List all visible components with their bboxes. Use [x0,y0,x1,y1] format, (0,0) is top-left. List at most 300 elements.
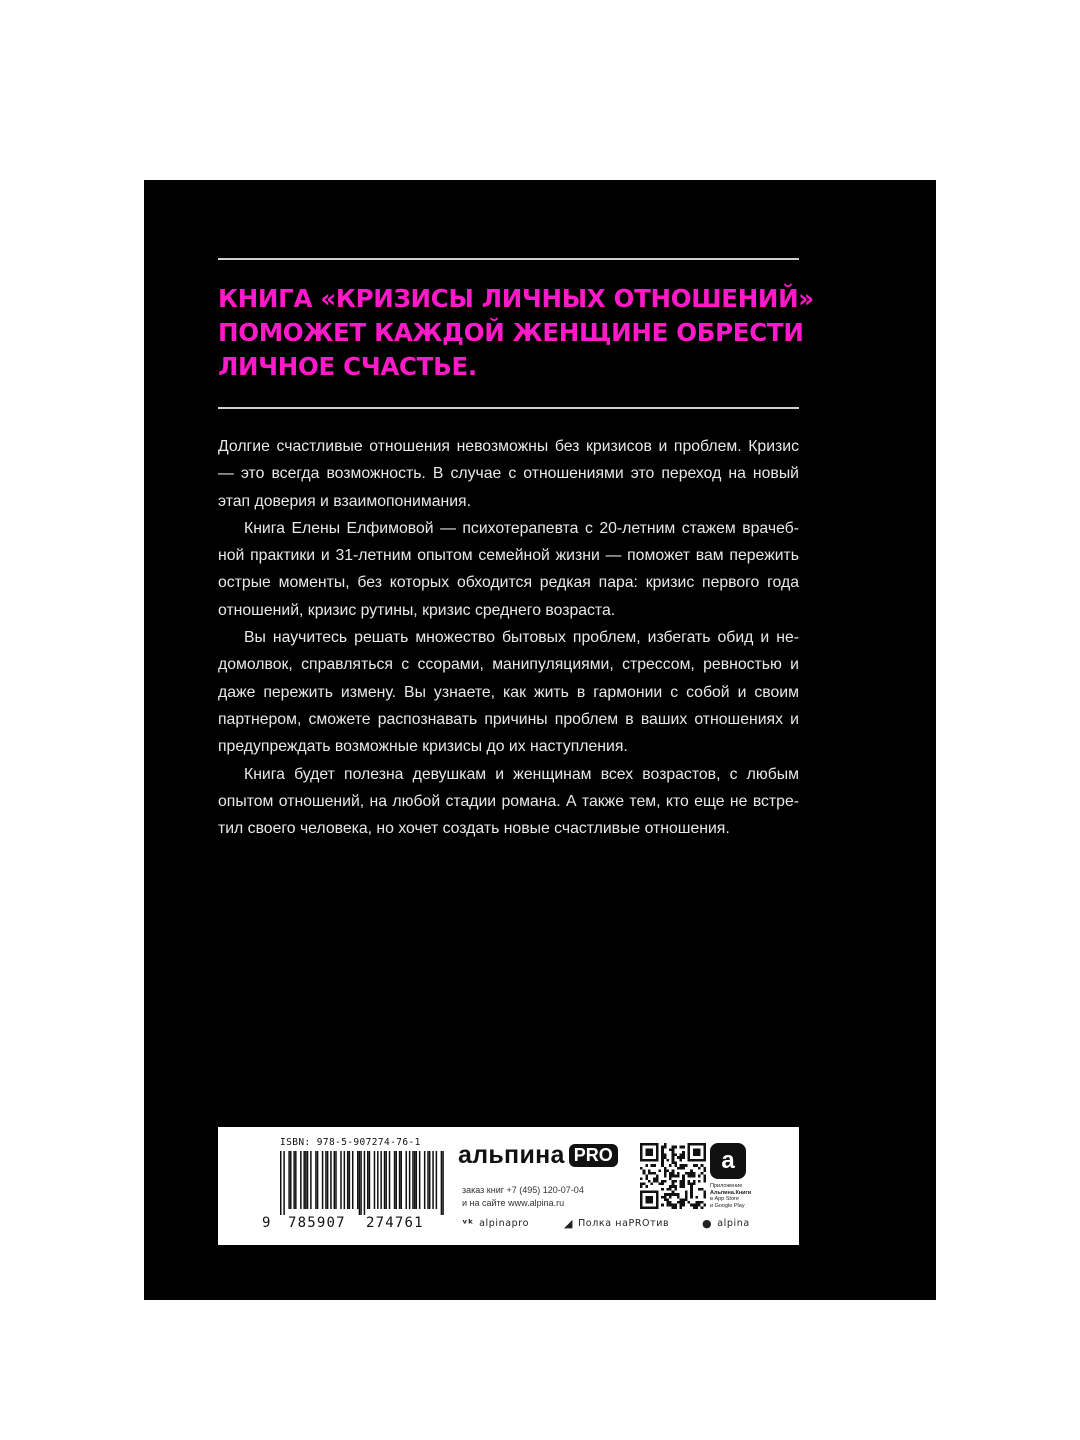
qr-module [640,1183,643,1186]
barcode-bar [364,1151,366,1215]
qr-module [648,1151,651,1154]
qr-module [680,1164,683,1167]
qr-module [693,1151,696,1154]
qr-module [640,1151,643,1154]
qr-module [648,1196,651,1199]
qr-module [640,1167,643,1170]
qr-module [672,1159,675,1162]
qr-module [703,1191,706,1194]
barcode-bar [322,1151,324,1209]
qr-module [640,1201,643,1204]
qr-module [685,1196,688,1199]
qr-module [656,1146,659,1149]
qr-module [672,1151,675,1154]
qr-module [688,1148,691,1151]
order-phone: заказ книг +7 (495) 120-07-04 [462,1185,584,1195]
qr-module [703,1175,706,1178]
barcode-bar [409,1151,411,1209]
qr-module [645,1143,648,1146]
qr-module [698,1148,701,1151]
qr-module [666,1198,669,1201]
qr-module [661,1148,664,1151]
publisher-logo [458,1141,618,1170]
qr-module [672,1185,675,1188]
qr-module [703,1167,706,1170]
qr-module [653,1177,656,1180]
barcode-digits-left: 785907 [288,1215,346,1231]
qr-module [680,1159,683,1162]
qr-module [688,1154,691,1157]
qr-module [695,1148,698,1151]
barcode-bar [357,1151,359,1209]
qr-module [674,1164,677,1167]
qr-module [653,1180,656,1183]
barcode-bar [352,1151,354,1209]
barcode-bar [288,1151,290,1209]
qr-module [680,1154,683,1157]
qr-module [664,1154,667,1157]
qr-module [656,1151,659,1154]
qr-module [666,1201,669,1204]
barcode [280,1151,444,1215]
qr-module [682,1175,685,1178]
qr-module [651,1196,654,1199]
qr-module [661,1161,664,1164]
qr-module [666,1159,669,1162]
qr-module [685,1193,688,1196]
qr-module [645,1148,648,1151]
qr-module [677,1175,680,1178]
qr-module [682,1185,685,1188]
qr-module [677,1196,680,1199]
qr-module [651,1159,654,1162]
qr-module [651,1206,654,1209]
qr-module [688,1146,691,1149]
barcode-bar [334,1151,336,1209]
qr-module [672,1169,675,1172]
qr-module [698,1167,701,1170]
qr-module [693,1148,696,1151]
qr-module [666,1193,669,1196]
qr-module [680,1201,683,1204]
qr-module [685,1164,688,1167]
qr-module [640,1185,643,1188]
qr-module [666,1169,669,1172]
qr-module [656,1201,659,1204]
qr-module [693,1175,696,1178]
qr-module [672,1180,675,1183]
qr-module [693,1154,696,1157]
qr-module [661,1204,664,1207]
qr-module [656,1148,659,1151]
qr-module [645,1191,648,1194]
qr-module [656,1191,659,1194]
headline-line: КНИГА «КРИЗИСЫ ЛИЧНЫХ ОТНОШЕНИЙ» [218,284,814,313]
qr-module [669,1188,672,1191]
qr-module [672,1146,675,1149]
qr-module [656,1206,659,1209]
publisher-badge: PRO [569,1144,618,1167]
qr-module [656,1180,659,1183]
qr-module [645,1201,648,1204]
qr-module [666,1188,669,1191]
qr-module [703,1148,706,1151]
headline-line: ПОМОЖЕТ КАЖДОЙ ЖЕНЩИНЕ ОБРЕСТИ [218,318,804,347]
qr-module [680,1183,683,1186]
qr-module [682,1198,685,1201]
qr-module [651,1148,654,1151]
qr-module [690,1191,693,1194]
qr-module [664,1196,667,1199]
qr-module [651,1143,654,1146]
qr-module [695,1206,698,1209]
qr-module [640,1196,643,1199]
qr-module [640,1206,643,1209]
qr-module [703,1146,706,1149]
barcode-bar [374,1151,376,1209]
barcode-bar [394,1151,396,1209]
qr-module [672,1183,675,1186]
qr-module [672,1175,675,1178]
qr-module [695,1154,698,1157]
qr-module [703,1143,706,1146]
barcode-bar [419,1151,421,1209]
qr-module [669,1177,672,1180]
description-paragraph: Книга Елены Елфимовой — психотерапевта с 20-летним стажем врачебной практики и 31-летним опытом семейной жизни — поможет вам пережить острые моменты, без которых обходится редкая пара: кризис первого года отношений, кризис рутины, кризис среднего возраста. [218,519,799,619]
qr-module [698,1154,701,1157]
description-paragraph: Вы научитесь решать множество бытовых проблем, избегать обид и недомолвок, справляться с ссорами, манипуляциями, стрессом, ревностью и даже пережить измену. Вы узнаете, как жить в гармонии с собой и своим партнером, сможете распознавать причины проблем в ваших отношениях и предупреждать возможные кризисы до их наступления. [218,629,799,756]
qr-module [661,1156,664,1159]
qr-module [661,1183,664,1186]
qr-module [695,1201,698,1204]
qr-module [674,1161,677,1164]
qr-module [656,1198,659,1201]
qr-module [695,1151,698,1154]
barcode-bar [399,1151,401,1209]
vk-icon: ᵛᵏ [462,1217,475,1230]
qr-module [682,1167,685,1170]
qr-module [672,1161,675,1164]
qr-module [640,1148,643,1151]
qr-module [651,1201,654,1204]
barcode-bar [327,1151,329,1209]
qr-module [669,1175,672,1178]
qr-module [661,1196,664,1199]
barcode-bar [340,1151,342,1209]
qr-module [640,1156,643,1159]
social-alpina [702,1217,750,1230]
qr-module [703,1156,706,1159]
qr-module [698,1151,701,1154]
barcode-first-digit: 9 [262,1215,272,1231]
qr-module [661,1154,664,1157]
qr-module [640,1198,643,1201]
qr-module [698,1188,701,1191]
order-info [462,1184,584,1210]
qr-module [648,1191,651,1194]
qr-module [677,1172,680,1175]
qr-module [645,1151,648,1154]
qr-module [693,1206,696,1209]
barcode-bar [369,1151,371,1209]
qr-module [693,1204,696,1207]
qr-module [688,1180,691,1183]
qr-module [688,1201,691,1204]
qr-module [703,1154,706,1157]
qr-module [645,1198,648,1201]
qr-module [677,1201,680,1204]
qr-module [643,1159,646,1162]
qr-module [690,1196,693,1199]
qr-module [653,1206,656,1209]
qr-module [677,1167,680,1170]
qr-module [648,1159,651,1162]
qr-module [661,1188,664,1191]
qr-module [703,1193,706,1196]
qr-module [680,1180,683,1183]
qr-module [672,1193,675,1196]
alpina-books-app-icon: a [710,1143,746,1179]
qr-module [640,1159,643,1162]
qr-module [680,1204,683,1207]
qr-module [672,1148,675,1151]
barcode-bar [349,1151,351,1209]
qr-module [656,1196,659,1199]
barcode-bar [389,1151,391,1209]
barcode-bar [400,1151,402,1209]
barcode-bar [395,1151,397,1209]
barcode-digits-right: 274761 [366,1215,424,1231]
qr-module [701,1188,704,1191]
qr-module [648,1201,651,1204]
barcode-bar [377,1151,379,1209]
barcode-bar [330,1151,332,1209]
qr-module [688,1175,691,1178]
barcode-bar [305,1151,307,1209]
qr-module [690,1193,693,1196]
barcode-sticker [218,1127,799,1245]
qr-module [651,1172,654,1175]
qr-module [698,1201,701,1204]
barcode-bar [315,1151,317,1209]
qr-module [695,1164,698,1167]
qr-module [690,1175,693,1178]
qr-module [680,1185,683,1188]
qr-module [688,1151,691,1154]
social-label: alpinapro [479,1218,529,1229]
qr-module [693,1180,696,1183]
barcode-bar [310,1151,312,1209]
qr-module [695,1143,698,1146]
qr-module [640,1204,643,1207]
qr-module [664,1146,667,1149]
qr-module [693,1143,696,1146]
qr-module [648,1148,651,1151]
qr-module [680,1146,683,1149]
qr-module [693,1172,696,1175]
qr-module [695,1196,698,1199]
qr-module [674,1204,677,1207]
qr-module [703,1177,706,1180]
qr-module [653,1159,656,1162]
app-promo-line: и Google Play [710,1202,745,1209]
barcode-bar [414,1151,416,1209]
app-promo-line: Приложение [710,1183,743,1189]
qr-module [690,1172,693,1175]
qr-module [672,1154,675,1157]
qr-module [656,1143,659,1146]
qr-module [645,1159,648,1162]
qr-module [674,1188,677,1191]
qr-module [651,1198,654,1201]
qr-module [690,1183,693,1186]
qr-module [674,1146,677,1149]
social-label: alpina [717,1218,750,1229]
qr-module [693,1164,696,1167]
barcode-bar [359,1151,361,1215]
qr-module [640,1191,643,1194]
qr-module [664,1143,667,1146]
cover-headline [218,282,818,384]
divider-top [218,258,799,260]
qr-module [688,1156,691,1159]
qr-module [698,1143,701,1146]
qr-module [695,1204,698,1207]
qr-module [701,1159,704,1162]
qr-module [701,1172,704,1175]
qr-module [682,1164,685,1167]
qr-module [690,1188,693,1191]
barcode-bar [303,1151,305,1209]
qr-module [674,1185,677,1188]
qr-module [690,1159,693,1162]
qr-module [669,1196,672,1199]
qr-module [682,1156,685,1159]
qr-module [690,1169,693,1172]
headline-line: ЛИЧНОЕ СЧАСТЬЕ. [218,352,477,381]
qr-module [643,1172,646,1175]
barcode-bar [380,1151,382,1209]
qr-module [680,1156,683,1159]
qr-module [698,1175,701,1178]
qr-module [661,1164,664,1167]
qr-module [672,1204,675,1207]
qr-module [680,1206,683,1209]
qr-module [682,1154,685,1157]
barcode-bar [436,1151,438,1209]
qr-module [643,1183,646,1186]
qr-module [643,1191,646,1194]
qr-module [653,1164,656,1167]
qr-module [685,1172,688,1175]
qr-module [651,1191,654,1194]
qr-module [682,1151,685,1154]
qr-module [682,1204,685,1207]
barcode-bar [424,1151,426,1209]
qr-module [703,1180,706,1183]
qr-module [664,1193,667,1196]
qr-module [648,1172,651,1175]
qr-module [664,1180,667,1183]
qr-module [701,1206,704,1209]
barcode-bar [427,1151,429,1209]
qr-module [664,1172,667,1175]
barcode-bar [307,1151,309,1209]
qr-module [656,1175,659,1178]
divider-bottom [218,407,799,409]
qr-module [640,1146,643,1149]
barcode-bar [335,1151,337,1209]
qr-module [685,1198,688,1201]
qr-module [658,1183,661,1186]
qr-module [658,1169,661,1172]
app-promo-line: Альпина.Книги [710,1189,752,1196]
barcode-bar [293,1151,295,1209]
qr-module [651,1183,654,1186]
social-vk [462,1217,529,1230]
qr-module [661,1146,664,1149]
qr-module [645,1154,648,1157]
qr-module [672,1191,675,1194]
qr-module [701,1143,704,1146]
qr-module [664,1167,667,1170]
qr-module [669,1201,672,1204]
qr-module [653,1191,656,1194]
qr-module [698,1204,701,1207]
qr-module [656,1177,659,1180]
app-promo [710,1183,780,1209]
qr-module [664,1198,667,1201]
barcode-bar [344,1151,346,1209]
book-back-cover [144,180,936,1300]
qr-module [701,1201,704,1204]
barcode-bar [442,1151,444,1215]
description-paragraph: Долгие счастливые отношения невозможны без кризисов и проблем. Кризис — это всегда возможность. В случае с отношениями это переход на новый этап доверия и взаимопонимания. [218,438,799,510]
qr-module [640,1177,643,1180]
qr-module [643,1143,646,1146]
qr-module [645,1164,648,1167]
qr-module [645,1175,648,1178]
qr-module [664,1169,667,1172]
qr-module [656,1159,659,1162]
qr-module [656,1154,659,1157]
qr-module [645,1177,648,1180]
qr-module [688,1159,691,1162]
qr-module [703,1169,706,1172]
qr-module [690,1204,693,1207]
qr-module [669,1164,672,1167]
qr-module [672,1172,675,1175]
qr-module [690,1143,693,1146]
barcode-bar [280,1151,282,1215]
qr-module [703,1151,706,1154]
app-promo-line: в App Store [710,1196,739,1202]
qr-module [688,1183,691,1186]
qr-module [680,1198,683,1201]
qr-module [653,1172,656,1175]
qr-module [640,1154,643,1157]
qr-module [656,1204,659,1207]
qr-module [648,1180,651,1183]
qr-module [672,1156,675,1159]
qr-module [645,1196,648,1199]
qr-module [651,1151,654,1154]
barcode-bar [347,1151,349,1209]
qr-module [656,1156,659,1159]
telegram-icon: ◢ [564,1217,574,1230]
qr-module [703,1196,706,1199]
qr-module [640,1193,643,1196]
